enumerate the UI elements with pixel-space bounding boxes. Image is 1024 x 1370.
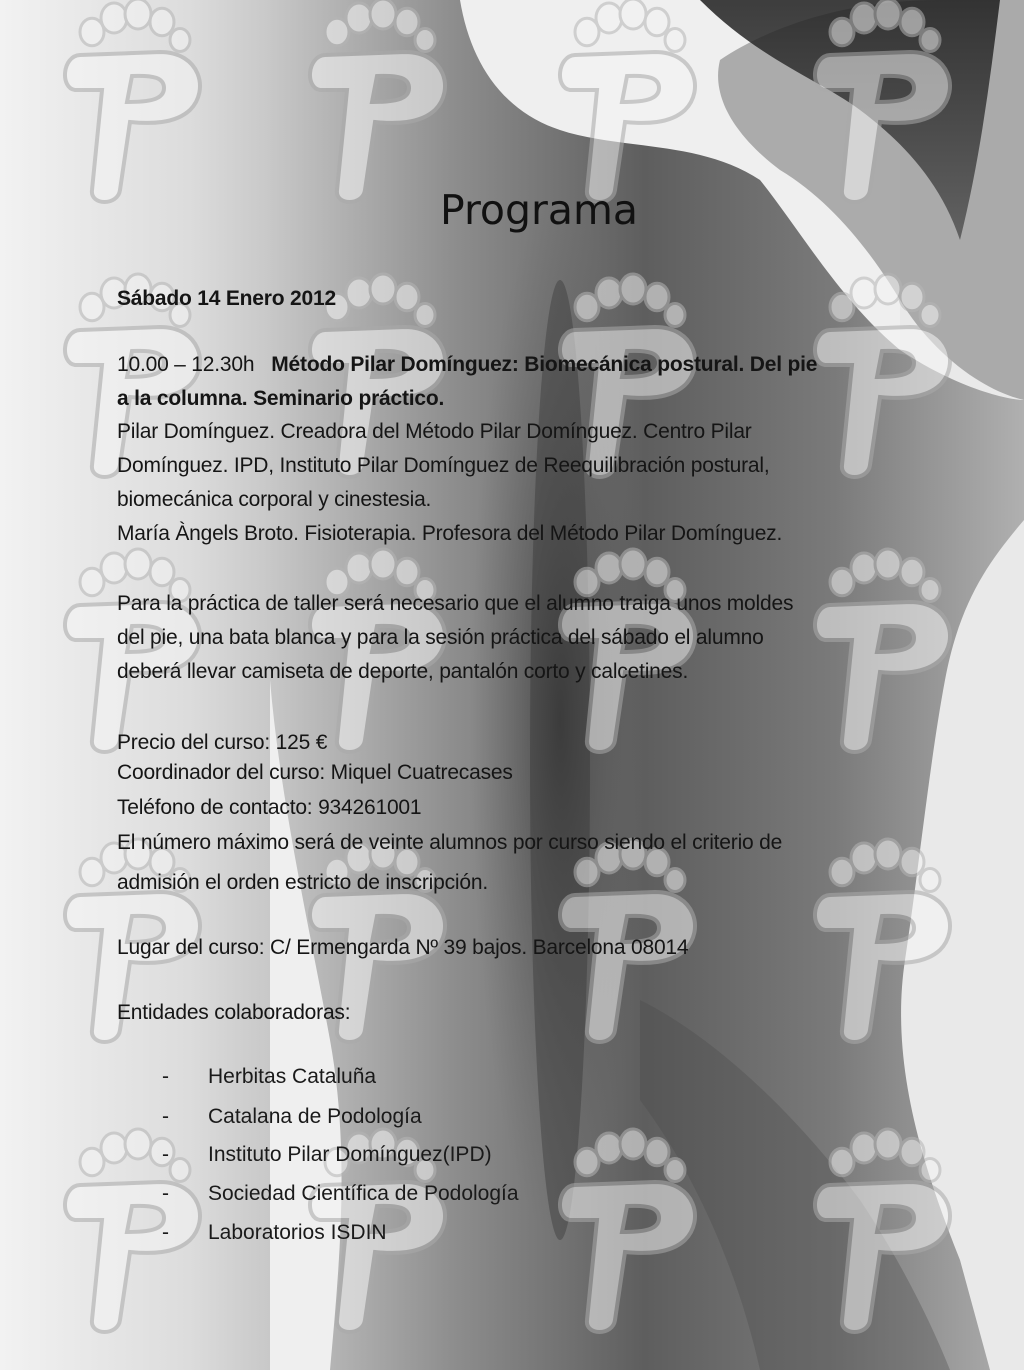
page-title: Programa: [439, 186, 639, 234]
collaborator-item: Laboratorios ISDIN: [208, 1221, 387, 1244]
bullet-dash: -: [162, 1065, 169, 1088]
max-students-line: El número máximo será de veinte alumnos por curso siendo el criterio de: [117, 831, 783, 854]
bullet-dash: -: [162, 1221, 169, 1244]
collaborator-item: Instituto Pilar Domínguez(IPD): [208, 1143, 492, 1166]
speaker-line: María Àngels Broto. Fisioterapia. Profesora del Método Pilar Domínguez.: [117, 522, 783, 545]
collaborator-item: Sociedad Científica de Podología: [208, 1182, 519, 1205]
bullet-dash: -: [162, 1143, 169, 1166]
speaker-line: biomecánica corporal y cinestesia.: [117, 488, 432, 511]
requirements-line: Para la práctica de taller será necesario que el alumno traiga unos moldes: [117, 592, 794, 615]
bullet-dash: -: [162, 1105, 169, 1128]
course-location: Lugar del curso: C/ Ermengarda Nº 39 bajos. Barcelona 08014: [117, 936, 689, 959]
session-title: Método Pilar Domínguez: Biomecánica postural. Del pie: [271, 353, 818, 376]
contact-phone: Teléfono de contacto: 934261001: [117, 796, 422, 819]
date-heading: Sábado 14 Enero 2012: [117, 287, 336, 310]
coordinator: Coordinador del curso: Miquel Cuatrecases: [117, 761, 513, 784]
max-students-line: admisión el orden estricto de inscripción.: [117, 871, 488, 894]
session-title-continued: a la columna. Seminario práctico.: [117, 387, 445, 410]
collaborator-item: Herbitas Cataluña: [208, 1065, 377, 1088]
collaborator-item: Catalana de Podología: [208, 1105, 422, 1128]
speaker-line: Pilar Domínguez. Creadora del Método Pilar Domínguez. Centro Pilar: [117, 420, 752, 443]
requirements-line: del pie, una bata blanca y para la sesión práctica del sábado el alumno: [117, 626, 764, 649]
price: Precio del curso: 125 €: [117, 731, 328, 754]
session-line-1: [117, 348, 817, 382]
bullet-dash: -: [162, 1182, 169, 1205]
requirements-line: deberá llevar camiseta de deporte, pantalón corto y calcetines.: [117, 660, 689, 683]
session-time: 10.00 – 12.30h: [117, 353, 255, 376]
collaborators-heading: Entidades colaboradoras:: [117, 1001, 351, 1024]
speaker-line: Domínguez. IPD, Instituto Pilar Domínguez de Reequilibración postural,: [117, 454, 770, 477]
